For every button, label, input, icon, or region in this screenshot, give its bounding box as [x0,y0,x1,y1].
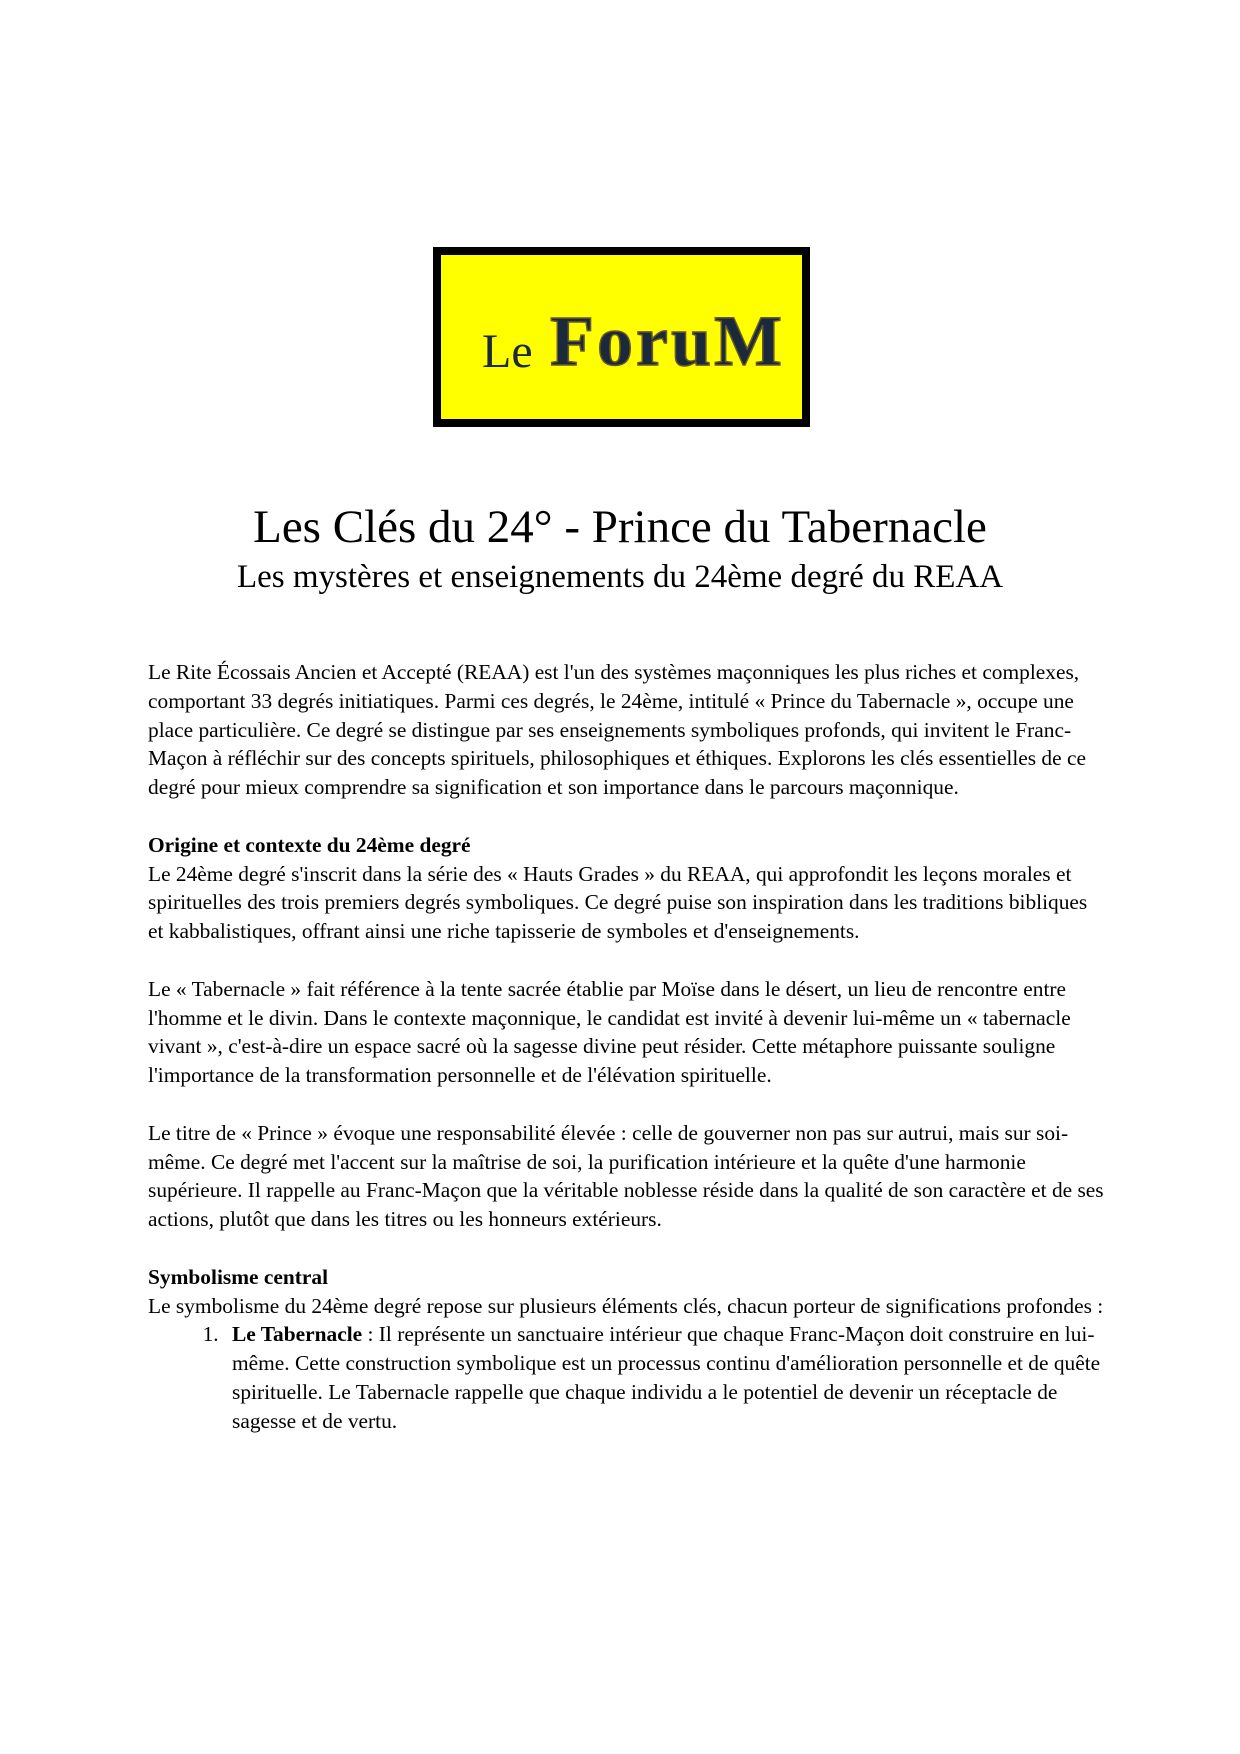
symbolism-intro: Le symbolisme du 24ème degré repose sur plusieurs éléments clés, chacun porteur de significations profondes : [148,1293,1104,1318]
forum-logo-panel [439,253,804,421]
list-item-text: : Il représente un sanctuaire intérieur que chaque Franc-Maçon doit construire en lui-même. Cette construction symbolique est un processus continu d'amélioration personnelle et de quête spirituelle. Le Tabernacle rappelle que chaque individu a le potentiel de devenir un réceptacle de sagesse et de vertu. [232,1322,1101,1433]
list-item-term: Le Tabernacle [232,1322,363,1347]
page-title: Les Clés du 24° - Prince du Tabernacle [253,501,987,553]
origin-paragraph-1: Le 24ème degré s'inscrit dans la série des « Hauts Grades » du REAA, qui approfondit les leçons morales et spirituelles des trois premiers degrés symboliques. Ce degré puise son inspiration dans les traditions bibliques et kabbalistiques, offrant ainsi une riche tapisserie de symboles et d'enseignements. [148,861,1088,944]
forum-logo [433,247,810,427]
origin-paragraph-2: Le « Tabernacle » fait référence à la tente sacrée établie par Moïse dans le désert, un lieu de rencontre entre l'homme et le divin. Dans le contexte maçonnique, le candidat est invité à devenir lui-même un « tabernacle vivant », c'est-à-dire un espace sacré où la sagesse divine peut résider. Cette métaphore puissante souligne l'importance de la transformation personnelle et de l'élévation spirituelle. [148,976,1071,1088]
symbolism-list [148,1320,1108,1435]
intro-paragraph: Le Rite Écossais Ancien et Accepté (REAA) est l'un des systèmes maçonniques les plus riches et complexes, comportant 33 degrés initiatiques. Parmi ces degrés, le 24ème, intitulé « Prince du Tabernacle », occupe une place particulière. Ce degré se distingue par ses enseignements symboliques profonds, qui invitent le Franc-Maçon à réfléchir sur des concepts spirituels, philosophiques et éthiques. Explorons les clés essentielles de ce degré pour mieux comprendre sa signification et son importance dans le parcours maçonnique. [148,660,1086,800]
origin-paragraph-3: Le titre de « Prince » évoque une responsabilité élevée : celle de gouverner non pas sur autrui, mais sur soi-même. Ce degré met l'accent sur la maîtrise de soi, la purification intérieure et la quête d'une harmonie supérieure. Il rappelle au Franc-Maçon que la véritable noblesse réside dans la qualité de son caractère et de ses actions, plutôt que dans les titres ou les honneurs extérieurs. [148,1120,1104,1232]
title-block [0,498,1240,598]
list-item [224,1320,1108,1435]
logo-text-le: Le [481,325,533,378]
forum-logo-wordmark [452,267,792,407]
logo-text-forum: ForuM [549,301,785,381]
section-heading-symbolism: Symbolisme central [148,1264,329,1289]
page-subtitle: Les mystères et enseignements du 24ème degré du REAA [236,559,1004,595]
document-body [148,658,1108,1436]
section-heading-origin: Origine et contexte du 24ème degré [148,832,471,857]
